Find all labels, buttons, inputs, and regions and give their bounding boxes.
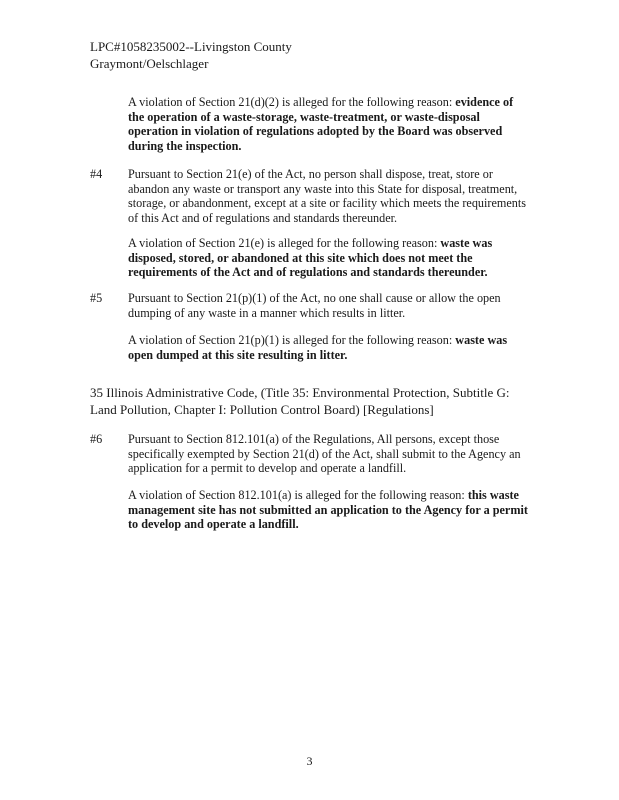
violation-21e-lead: A violation of Section 21(e) is alleged for the following reason: <box>128 236 441 250</box>
violation-21p1-reason: waste was open dumped at this site resulting in litter. <box>128 333 508 362</box>
item-4-text: Pursuant to Section 21(e) of the Act, no person shall dispose, treat, store or abandon any waste or transport any waste into this State for disposal, treatment, storage, or abandonment, except at a site or facility which meets the requirements of this Act and of regulations and standards thereunder. <box>128 167 526 225</box>
violation-21d2-paragraph <box>128 95 528 153</box>
violation-21p1-lead: A violation of Section 21(p)(1) is alleged for the following reason: <box>128 333 456 347</box>
page-number: 3 <box>306 754 313 768</box>
regulations-heading: 35 Illinois Administrative Code, (Title 35: Environmental Protection, Subtitle G: Land Pollution, Chapter I: Pollution Control Board) [Regulations] <box>90 385 510 417</box>
violation-21d2-reason: evidence of the operation of a waste-storage, waste-treatment, or waste-disposal operation in violation of regulations adopted by the Board was observed during the inspection. <box>128 95 514 153</box>
item-5-number: #5 <box>90 291 103 305</box>
violation-812-lead: A violation of Section 812.101(a) is alleged for the following reason: <box>128 488 468 502</box>
item-6-text: Pursuant to Section 812.101(a) of the Regulations, All persons, except those specifically exempted by Section 21(d) of the Act, shall submit to the Agency an application for a permit to develop and operate a landfill. <box>128 432 521 476</box>
case-name: Graymont/Oelschlager <box>90 56 209 71</box>
violation-21d2-lead: A violation of Section 21(d)(2) is alleged for the following reason: <box>128 95 456 109</box>
item-4-number: #4 <box>90 167 103 181</box>
violation-812-reason: this waste management site has not submitted an application to the Agency for a permit to develop and operate a landfill. <box>128 488 528 532</box>
violation-812-paragraph <box>128 488 528 532</box>
document-header <box>90 38 292 72</box>
case-reference: LPC#1058235002--Livingston County <box>90 39 292 54</box>
violation-21e-reason: waste was disposed, stored, or abandoned at this site which does not meet the requirements of the Act and of regulations and standards thereunder. <box>128 236 493 280</box>
violation-21e-paragraph <box>128 236 528 280</box>
item-6-number: #6 <box>90 432 103 446</box>
violation-21p1-paragraph <box>128 333 528 362</box>
item-5-text: Pursuant to Section 21(p)(1) of the Act, no one shall cause or allow the open dumping of any waste in a manner which results in litter. <box>128 291 501 320</box>
